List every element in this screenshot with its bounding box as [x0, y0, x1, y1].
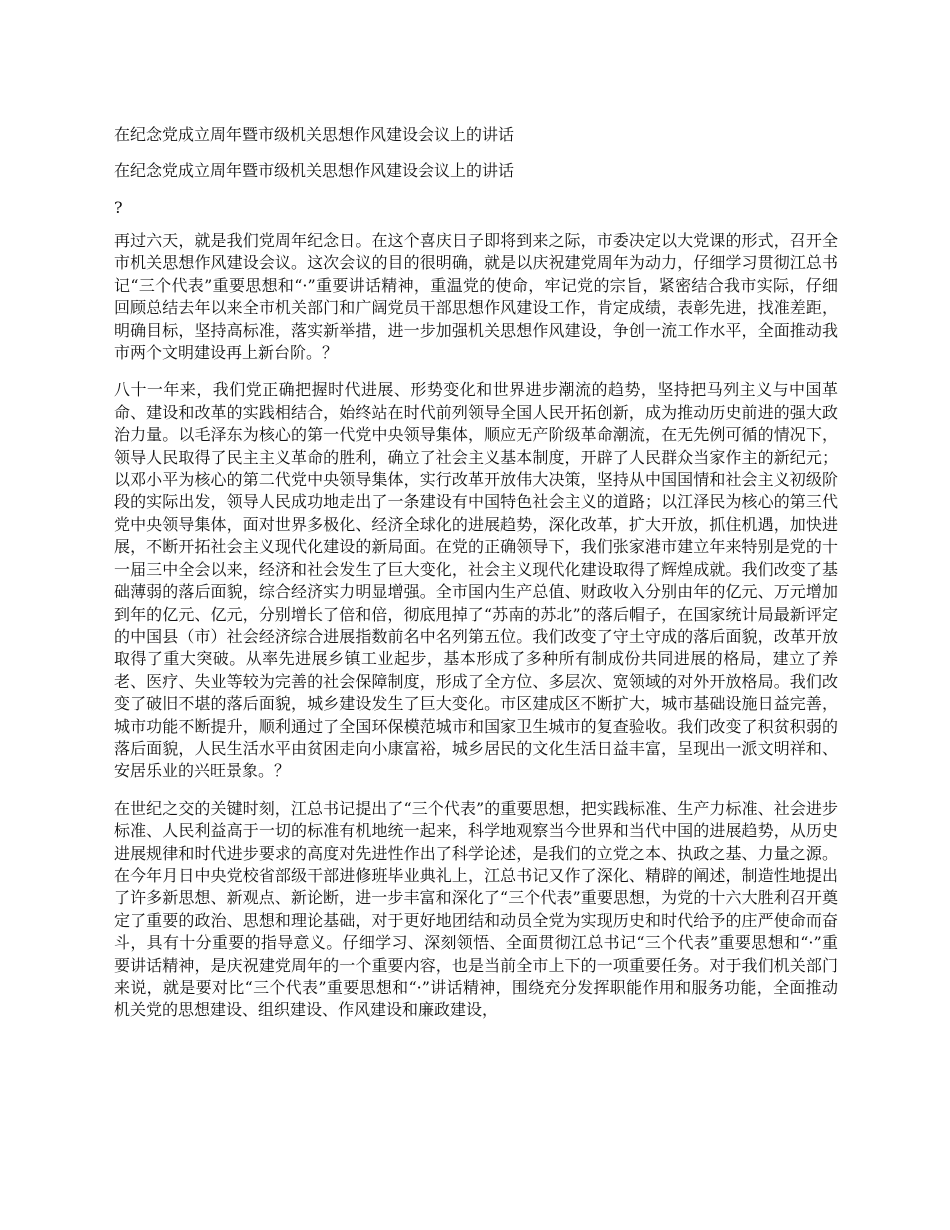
paragraph-3: 在世纪之交的关键时刻，江总书记提出了“三个代表”的重要思想，把实践标准、生产力标准、社会进步标准、人民利益高于一切的标准有机地统一起来，科学地观察当今世界和当代中国的进展趋势，从历史进展规律和时代进步要求的高度对先进性作出了科学论述，是我们的立党之本、执政之基、力量之源。在今年月日中央党校省部级干部进修班毕业典礼上，江总书记又作了深化、精辟的阐述，制造性地提出了许多新思想、新观点、新论断，进一步丰富和深化了“三个代表”重要思想，为党的十六大胜利召开奠定了重要的政治、思想和理论基础，对于更好地团结和动员全党为实现历史和时代给予的庄严使命而奋斗，具有十分重要的指导意义。仔细学习、深刻领悟、全面贯彻江总书记“三个代表”重要思想和“·”重要讲话精神，是庆祝建党周年的一个重要内容，也是当前全市上下的一项重要任务。对于我们机关部门来说，就是要对比“三个代表”重要思想和“·”讲话精神，围绕充分发挥职能作用和服务功能，全面推动机关党的思想建设、组织建设、作风建设和廉政建设，	[114, 798, 838, 1020]
placeholder-marker: ?	[114, 198, 123, 217]
document-title: 在纪念党成立周年暨市级机关思想作风建设会议上的讲话	[114, 125, 515, 144]
paragraph-2: 八十一年来，我们党正确把握时代进展、形势变化和世界进步潮流的趋势，坚持把马列主义与中国革命、建设和改革的实践相结合，始终站在时代前列领导全国人民开拓创新，成为推动历史前进的强大政治力量。以毛泽东为核心的第一代党中央领导集体，顺应无产阶级革命潮流，在无先例可循的情况下，领导人民取得了民主主义革命的胜利，确立了社会主义基本制度，开辟了人民群众当家作主的新纪元；以邓小平为核心的第二代党中央领导集体，实行改革开放伟大决策，坚持从中国国情和社会主义初级阶段的实际出发，领导人民成功地走出了一条建设有中国特色社会主义的道路；以江泽民为核心的第三代党中央领导集体，面对世界多极化、经济全球化的进展趋势，深化改革，扩大开放，抓住机遇，加快进展，不断开拓社会主义现代化建设的新局面。在党的正确领导下，我们张家港市建立年来特别是党的十一届三中全会以来，经济和社会发生了巨大变化，社会主义现代化建设取得了辉煌成就。我们改变了基础薄弱的落后面貌，综合经济实力明显增强。全市国内生产总值、财政收入分别由年的亿元、万元增加到年的亿元、亿元，分别增长了倍和倍，彻底甩掉了“苏南的苏北”的落后帽子，在国家统计局最新评定的中国县（市）社会经济综合进展指数前名中名列第五位。我们改变了守土守成的落后面貌，改革开放取得了重大突破。从率先进展乡镇工业起步，基本形成了多种所有制成份共同进展的格局，建立了养老、医疗、失业等较为完善的社会保障制度，形成了全方位、多层次、宽领域的对外开放格局。我们改变了破旧不堪的落后面貌，城乡建设发生了巨大变化。市区建成区不断扩大，城市基础设施日益完善，城市功能不断提升，顺利通过了全国环保模范城市和国家卫生城市的复查验收。我们改变了积贫积弱的落后面貌，人民生活水平由贫困走向小康富裕，城乡居民的文化生活日益丰富，呈现出一派文明祥和、安居乐业的兴旺景象。？	[114, 380, 838, 781]
document-title-repeat: 在纪念党成立周年暨市级机关思想作风建设会议上的讲话	[114, 161, 515, 180]
document-page	[114, 124, 838, 1037]
paragraph-1: 再过六天，就是我们党周年纪念日。在这个喜庆日子即将到来之际，市委决定以大党课的形式，召开全市机关思想作风建设会议。这次会议的目的很明确，就是以庆祝建党周年为动力，仔细学习贯彻江总书记“三个代表”重要思想和“·”重要讲话精神，重温党的使命，牢记党的宗旨，紧密结合我市实际，仔细回顾总结去年以来全市机关部门和广阔党员干部思想作风建设工作，肯定成绩，表彰先进，找准差距，明确目标，坚持高标准，落实新举措，进一步加强机关思想作风建设，争创一流工作水平，全面推动我市两个文明建设再上新台阶。？	[114, 231, 838, 363]
